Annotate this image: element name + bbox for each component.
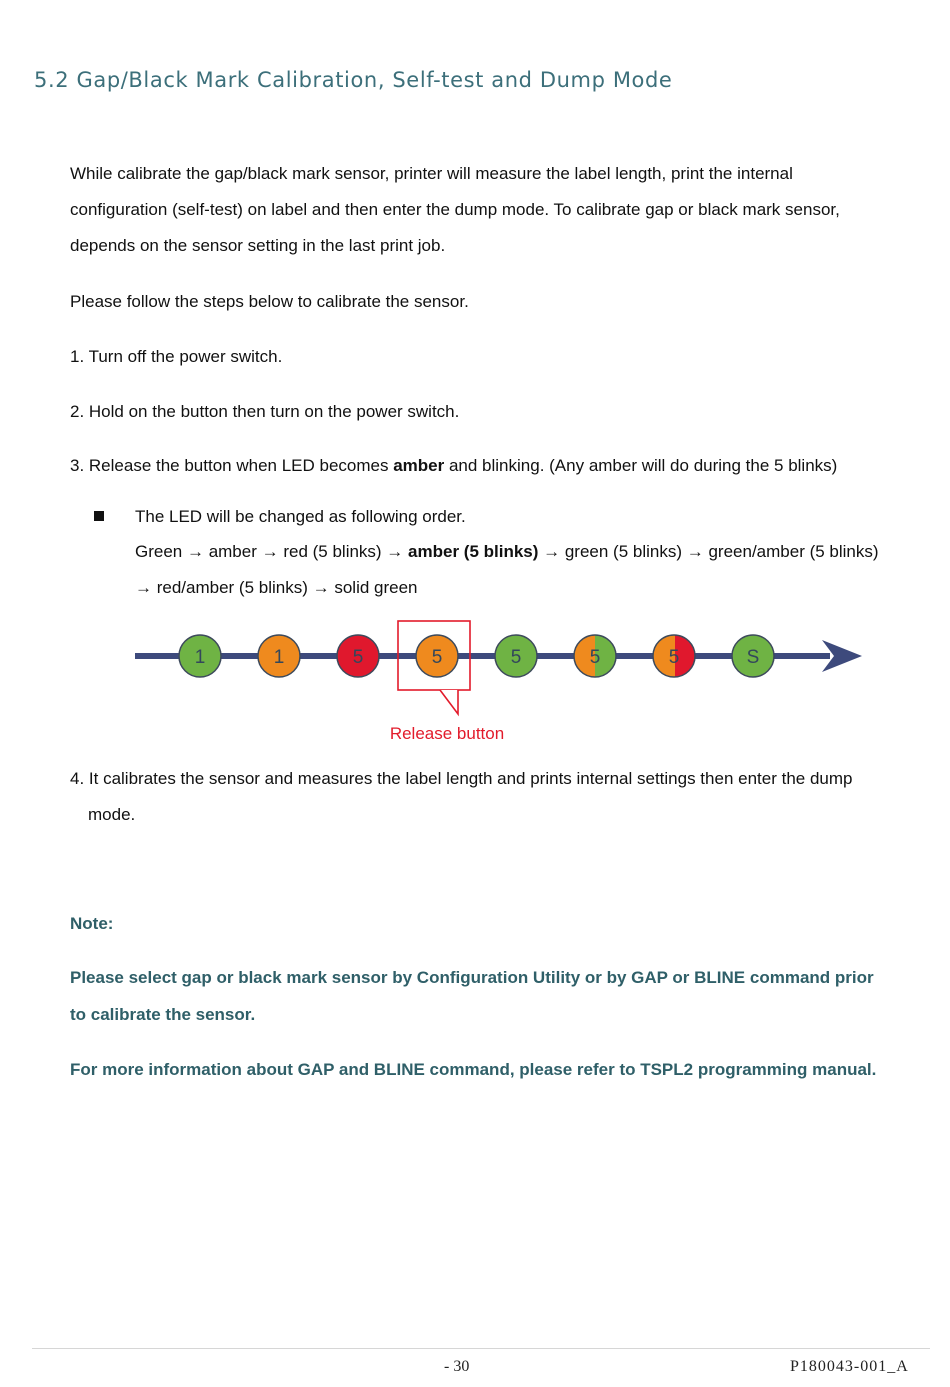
led-order-bold: amber (5 blinks) (408, 542, 539, 561)
led-order-line-2: → red/amber (5 blinks) → solid green (135, 578, 418, 597)
led-state-6 (574, 635, 616, 677)
callout-pointer (440, 690, 458, 714)
bullet-square-icon (94, 511, 104, 521)
led-label: 5 (589, 647, 601, 668)
led-label: 5 (431, 647, 443, 668)
document-id: P180043-001_A (790, 1358, 909, 1375)
bullet-title: The LED will be changed as following order. (135, 507, 466, 526)
step-3 (70, 456, 837, 476)
led-label: S (746, 647, 760, 668)
intro-line: depends on the sensor setting in the last print job. (70, 236, 446, 255)
led-state-8 (732, 635, 774, 677)
follow-text: Please follow the steps below to calibrate the sensor. (70, 292, 469, 311)
led-state-5 (495, 635, 537, 677)
note-paragraph-2: For more information about GAP and BLINE command, please refer to TSPL2 programming manual. (70, 1060, 877, 1079)
led-state-2 (258, 635, 300, 677)
page-number: - 30 (444, 1358, 470, 1375)
step-2: 2. Hold on the button then turn on the power switch. (70, 402, 460, 421)
step-4-continued: mode. (88, 805, 136, 824)
led-label: 1 (273, 647, 285, 668)
note-line: to calibrate the sensor. (70, 1005, 256, 1024)
step-3-suffix: and blinking. (Any amber will do during the 5 blinks) (444, 456, 838, 475)
led-state-4 (416, 635, 458, 677)
led-order-part-b: → green (5 blinks) → green/amber (5 blinks) (538, 542, 879, 561)
led-label: 1 (194, 647, 206, 668)
led-label: 5 (510, 647, 522, 668)
note-title: Note: (70, 914, 114, 933)
footer-divider (32, 1348, 930, 1349)
note-line: Please select gap or black mark sensor by Configuration Utility or by GAP or BLINE command prior (70, 968, 874, 987)
step-1: 1. Turn off the power switch. (70, 347, 283, 366)
led-label: 5 (352, 647, 364, 668)
led-sequence-diagram (0, 600, 950, 750)
step-3-bold: amber (393, 456, 445, 475)
led-state-7 (653, 635, 695, 677)
note-paragraph-1 (70, 959, 930, 1033)
led-label: 5 (668, 647, 680, 668)
step-4: 4. It calibrates the sensor and measures the label length and prints internal settings then enter the dump (70, 769, 853, 788)
section-heading: 5.2 Gap/Black Mark Calibration, Self-test and Dump Mode (34, 68, 673, 92)
intro-line: configuration (self-test) on label and then enter the dump mode. To calibrate gap or black mark sensor, (70, 200, 840, 219)
led-order-line (135, 542, 879, 562)
release-button-label: Release button (389, 724, 505, 743)
led-state-1 (179, 635, 221, 677)
intro-paragraph (70, 156, 930, 264)
led-order-part-a: Green → amber → red (5 blinks) → (135, 542, 409, 561)
intro-line: While calibrate the gap/black mark sensor, printer will measure the label length, print the internal (70, 164, 793, 183)
led-state-3 (337, 635, 379, 677)
step-3-prefix: 3. Release the button when LED becomes (70, 456, 394, 475)
